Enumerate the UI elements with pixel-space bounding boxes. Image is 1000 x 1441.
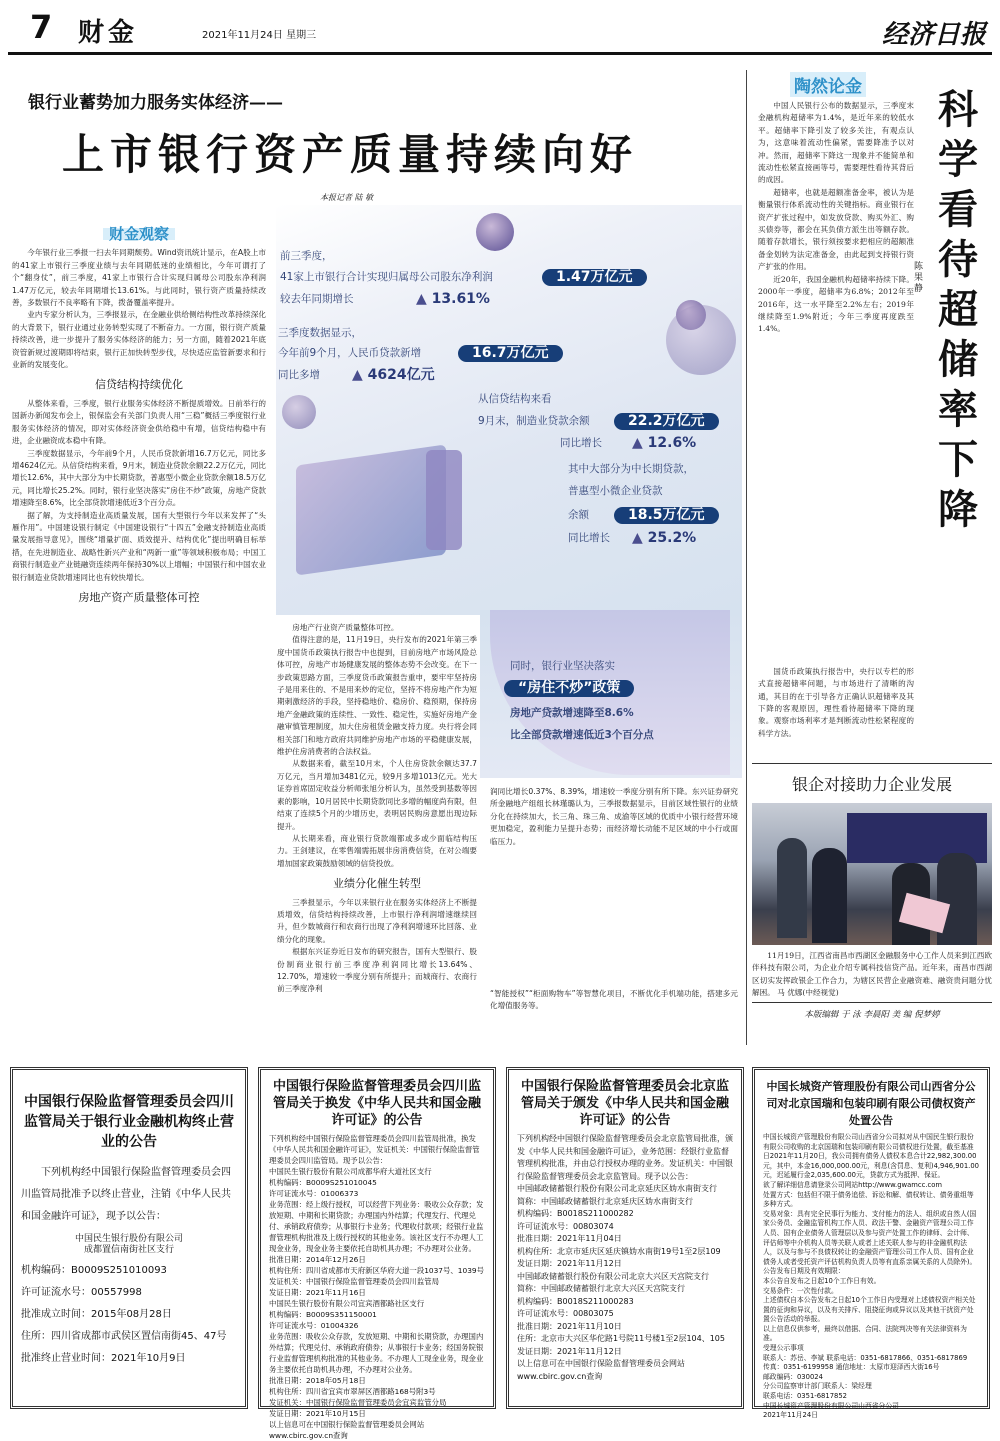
notice-line: 发证日期：2021年11月12日 bbox=[517, 1259, 622, 1268]
editors-credit: 本版编辑 于 泳 李晨阳 美 编 倪梦婷 bbox=[804, 1010, 940, 1020]
person bbox=[777, 838, 807, 938]
notice-line: 下列机构经中国银行保险监督管理委员会北京监管局批准，颁发《中华人民共和国金融许可证》，业务范围：经银行业监督管理机构批准，并由总行授权办理的业务。发证机关：中国银行保险监督管理委员会北京监管局。现予以公告： bbox=[517, 1134, 733, 1181]
info-text: 同比增长 bbox=[568, 532, 610, 544]
masthead-rule bbox=[8, 52, 992, 55]
paragraph: 今年银行业三季报一扫去年同期颓势。Wind资讯统计显示，在A股上市的41家上市银行三季度业绩与去年同期低迷的业绩相比，今年可谓打了个“翻身仗”，前三季度，41家上市银行合计实现归属母公司股东净利润1.47万亿元，较去年同期增长13.61%。与此同时，银行资产质量持续改善，多数银行不良率略有下降，拨备覆盖率提升。 bbox=[12, 248, 266, 308]
building-illustration bbox=[296, 444, 446, 575]
notice-line: 业务范围：经上级行授权，可以经营下列业务：吸收公众存款；发放短期、中期和长期贷款；办理国内外结算；代理发行、代理兑付、承销政府债券；从事银行卡业务；代理收付款项；经银行业监督管理机构批准及上级行授权的其他业务。该社区支行不办理人工现金业务，现金业务主要依托自助机具办理；不办理对公业务。 bbox=[269, 1200, 484, 1253]
paragraph: 中国人民银行公布的数据显示，三季度末金融机构超储率为1.4%，是近年来的较低水平。超储率下降引发了较多关注，有观点认为，这意味着流动性偏紧，需要降准予以对冲。然而，超储率下降这一现象并不能简单和流动性松紧直接画等号，需要理性看待其背后的成因。 bbox=[758, 101, 914, 185]
info-pill: 18.5万亿元 bbox=[614, 507, 719, 524]
paragraph: 根据东兴证券近日发布的研究报告，国有大型银行、股份制商业银行前三季度净利润同比增长13.64%、12.70%，增速较一季度分别有所提升；而城商行、农商行前三季度净利 bbox=[277, 947, 477, 994]
info-text: 房地产贷款增速降至8.6% bbox=[510, 707, 634, 719]
paragraph: 业内专家分析认为，三季报显示，在金融业供给侧结构性改革持续深化的大背景下，银行业通过业务转型实现了不断奋力。一方面，银行资产质量持续改善，进一步提升了服务实体经济的能力；另一方面，随着2021年底资管新规过渡期即将结束，银行正加快转型步伐，尽快适应监管新要求和行业新的发展变化。 bbox=[12, 310, 266, 370]
page-number: 7 bbox=[30, 8, 53, 46]
notice-line: 受理公示事项 bbox=[763, 1344, 804, 1353]
subheading: 业绩分化催生转型 bbox=[333, 877, 421, 891]
notice-line: 许可证流水号：00803075 bbox=[517, 1309, 614, 1318]
commentary-body bbox=[758, 100, 914, 755]
notice-line: 发证机关：中国银行保险监督管理委员会宜宾监管分局 bbox=[269, 1398, 447, 1407]
notice-title: 中国银行保险监督管理委员会四川监管局关于换发《中华人民共和国金融许可证》的公告 bbox=[272, 1079, 481, 1128]
subheading: 信贷结构持续优化 bbox=[95, 378, 183, 392]
notice-line: 邮政编码：030024 bbox=[763, 1372, 823, 1381]
notice-line: 批准终止营业时间：2021年10月9日 bbox=[21, 1353, 186, 1364]
notice-sichuan-termination bbox=[10, 1067, 248, 1409]
paragraph: 从长期来看，商业银行贷款端都或多或少面临结构压力。王剑建议，在零售端需拓展非房消费信贷，在对公端要增加国家政策鼓励领域的信贷投放。 bbox=[277, 833, 477, 868]
infographic bbox=[276, 205, 742, 615]
paragraph: 超储率，也就是超额准备金率，被认为是衡量银行体系流动性的关键指标。商业银行在资产扩张过程中，如发放贷款、购买外汇、购买债券等，都会在其负债方派生出等额存款。随着存款增长，银行须按要求把相应的超额准备金划转为法定准备金，由此起到支持银行资产扩张的作用。 bbox=[758, 187, 914, 272]
info-text: 前三季度， bbox=[280, 250, 333, 262]
notice-line: 分公司监察审计部门联系人：梁经理 bbox=[763, 1382, 872, 1391]
notice-line: 简称：中国邮政储蓄银行北京延庆区妫水南街支行 bbox=[517, 1196, 693, 1206]
notice-line: 处置方式：包括但不限于债务追偿、诉讼和解、债权转让、债务重组等多种方式。 bbox=[763, 1190, 974, 1209]
info-text: 其中大部分为中长期贷款， bbox=[568, 463, 694, 475]
paragraph: 近20年，我国金融机构超储率持续下降。2000年一季度，超储率为6.8%；2012年至2016年，这一水平降至2.2%左右；2019年继续降至1.9%附近；今年三季度再度跌至1.4%。 bbox=[758, 274, 914, 334]
commentary-tag: 陶然论金 bbox=[790, 72, 866, 97]
decorative-ball bbox=[282, 395, 316, 429]
divider bbox=[752, 1002, 992, 1003]
paragraph: “智能授权”“柜面购物车”等智慧化项目，不断优化手机端功能，搭建多元化增值服务等。 bbox=[490, 989, 738, 1011]
notice-line: 发证日期：2021年11月12日 bbox=[517, 1346, 622, 1356]
info-text: 三季度数据显示， bbox=[278, 327, 362, 339]
info-increase: ▲ 12.6% bbox=[632, 435, 696, 452]
photo-title: 银企对接助力企业发展 bbox=[791, 775, 952, 794]
notice-line: 批准日期：2021年11月10日 bbox=[517, 1321, 622, 1331]
notice-line: 传真：0351-6199958 通信地址：太原市迎泽西大街16号 bbox=[763, 1363, 940, 1372]
notice-line: 2021年11月24日 bbox=[763, 1411, 818, 1420]
info-pill: 1.47万亿元 bbox=[542, 269, 647, 286]
notice-line: 许可证流水号：01006373 bbox=[269, 1189, 359, 1198]
headline: 上市银行资产质量持续向好 bbox=[62, 130, 639, 179]
commentary-author: 陈果静 bbox=[914, 262, 924, 294]
notice-line: 以上信息可在中国银行保险监督管理委员会网站www.cbirc.gov.cn查询 bbox=[517, 1359, 685, 1381]
photo-credit: 马 优娜(中经视觉) bbox=[777, 988, 839, 998]
article-column-1 bbox=[12, 225, 266, 1043]
notice-line: 发证日期：2021年10月15日 bbox=[269, 1409, 366, 1418]
person bbox=[937, 853, 977, 945]
notice-line: 联系电话：0351-6817852 bbox=[763, 1392, 848, 1401]
notice-line: 本公告自发布之日起10个工作日有效。 bbox=[763, 1276, 881, 1285]
paragraph: 房地产行业资产质量整体可控。 bbox=[292, 623, 399, 632]
notice-line: 许可证流水号：00803074 bbox=[517, 1221, 614, 1231]
notice-line: 简称：中国邮政储蓄银行北京大兴区天宫院支行 bbox=[517, 1284, 685, 1293]
paragraph: 据了解，为支持制造业高质量发展，国有大型银行今年以来发挥了“头雁作用”。中国建设银行制定《中国建设银行“十四五”金融支持制造业高质量发展指导意见》，围绕“增量扩面、质效提升、结构优化”提出明确目标举措，在先进制造业、战略性新兴产业和“两新一重”等领域积极布局；中国工商银行制造业产业链融资连续两年保持30%以上增幅；中国银行和中国农业银行制造业贷款增速同比也有较快增长。 bbox=[12, 510, 266, 582]
column-divider bbox=[746, 70, 747, 1045]
notice-line: 批准成立时间：2015年08月28日 bbox=[21, 1309, 172, 1320]
info-pill: 22.2万亿元 bbox=[614, 413, 719, 430]
section-name: 财金 bbox=[78, 18, 139, 48]
notice-line: 机构住所：四川省宜宾市翠屏区酒都路168号附3号 bbox=[269, 1387, 436, 1396]
notice-line: 发证日期：2021年11月16日 bbox=[269, 1288, 366, 1297]
notice-line: 下列机构经中国银行保险监督管理委员会四川监管局批准予以终止营业，注销《中华人民共和国金融许可证》，现予以公告： bbox=[21, 1167, 231, 1222]
info-text: 今年前9个月，人民币贷款新增 bbox=[278, 347, 422, 359]
notice-line: 中国民生银行股份有限公司成都华府大道社区支行 bbox=[269, 1167, 432, 1176]
notice-line: 交易对象：具有完全民事行为能力、支付能力的法人、组织或自然人(国家公务员、金融监管机构工作人员、政法干警、金融资产管理公司工作人员、国有企业债务人管理层以及参与资产处置工作的律师、会计师、评估师等中介机构人员等关联人或者上述关联人参与的非金融机构法人，以及与参与不良债权转让的金融资产管理公司工作人员、国有企业债务人或者受托资产评估机构负责人员等有直系亲属关系的人员除外)。 bbox=[763, 1209, 977, 1266]
notice-line: 批准日期：2021年11月04日 bbox=[517, 1234, 622, 1243]
info-text: 9月末，制造业贷款余额 bbox=[478, 415, 590, 427]
notice-line: 机构住所：北京市延庆区延庆镇妫水南街19号1至2层109 bbox=[517, 1246, 721, 1256]
notice-line: 以上信息可在中国银行保险监督管理委员会网站www.cbirc.gov.cn查询 bbox=[269, 1420, 425, 1440]
notice-line: 机构编码：B0018S211000282 bbox=[517, 1209, 634, 1218]
notice-line: 机构编码：B0018S211000283 bbox=[517, 1296, 634, 1306]
caption-text: 11月19日，江西省南昌市西湖区金融服务中心工作人员来到江西欧伴科技有限公司，为企业介绍专属科技信贷产品。近年来，南昌市西湖区切实发挥政银企工作合力，为辖区民营企业融资难、融资贵问题分忧解困。 bbox=[752, 951, 992, 998]
infographic-bottom bbox=[480, 610, 742, 778]
phone-illustration bbox=[426, 450, 462, 550]
decorative-ball bbox=[666, 305, 736, 375]
article-column-3 bbox=[490, 786, 738, 1042]
info-text: 比全部贷款增速低近3个百分点 bbox=[510, 729, 654, 741]
notice-line: 许可证流水号：01004326 bbox=[269, 1321, 359, 1330]
notice-line: 公告发布日期及有效期限： bbox=[763, 1267, 845, 1276]
info-pill: 16.7万亿元 bbox=[458, 345, 563, 362]
notice-line: 住所：北京市大兴区华佗路1号院11号楼1至2层104、105 bbox=[517, 1334, 725, 1343]
info-increase: ▲ 25.2% bbox=[632, 530, 696, 547]
info-pill: “房住不炒”政策 bbox=[504, 680, 634, 697]
newspaper-logo: 经济日报 bbox=[881, 20, 986, 50]
paragraph: 从整体来看，三季度，银行业服务实体经济不断提质增效。日前举行的国新办新闻发布会上，银保监会有关部门负责人用“三稳”概括三季度银行业服务实体经济的情况，即对实体经济资金供给稳中有增，信贷结构稳中有进，企业融资成本稳中有降。 bbox=[12, 398, 266, 446]
notice-line: 欲了解详细信息请登录公司网站http://www.gwamcc.com bbox=[763, 1180, 943, 1189]
info-increase: ▲ 13.61% bbox=[416, 291, 490, 308]
decorative-ball bbox=[476, 213, 514, 251]
paragraph: 润同比增长0.37%、8.39%，增速较一季度分别有所下降。东兴证券研究所金融地产组组长林瑾璐认为，三季报数据显示，目前区域性银行的业绩分化在持续加大，长三角、珠三角、成渝等区域的优质中小银行经营环境更加稳定，盈利能力呈提升态势；而经济增长动能不足区域的中小行或面临压力。 bbox=[490, 787, 738, 846]
info-text: 同比多增 bbox=[278, 369, 320, 381]
notice-line: 批准日期：2018年05月18日 bbox=[269, 1376, 366, 1385]
info-increase: ▲ 4624亿元 bbox=[352, 367, 435, 384]
news-photo bbox=[752, 803, 992, 945]
kicker: 银行业蓄势加力服务实体经济—— bbox=[28, 93, 283, 113]
paragraph: 值得注意的是，11月19日，央行发布的2021年第三季度中国货币政策执行报告中也提到，目前房地产市场风险总体可控，房地产市场健康发展的整体态势不会改变。在下一步政策思路方面，三季度货币政策报告重申，要牢牢坚持房子是用来住的、不是用来炒的定位，坚持不将房地产作为短期刺激经济的手段，坚持稳地价、稳房价、稳预期，保持房地产金融政策的连续性、一致性、稳定性，实施好房地产金融审慎管理制度，加大住房租赁金融支持力度。央行将会同相关部门和地方政府共同维护房地产市场的平稳健康发展，维护住房消费者的合法权益。 bbox=[277, 635, 477, 757]
notice-line: 下列机构经中国银行保险监督管理委员会四川监管局批准，换发《中华人民共和国金融许可证》，发证机关：中国银行保险监督管理委员会四川监管局。现予以公告： bbox=[269, 1134, 480, 1165]
info-text: 余额 bbox=[568, 509, 589, 521]
notice-line: 机构编码：B0009S251010093 bbox=[21, 1265, 167, 1276]
info-text: 同比增长 bbox=[560, 437, 602, 449]
info-text: 从信贷结构来看 bbox=[478, 393, 552, 405]
notice-line: 中国长城资产管理股份有限公司山西省分公司 bbox=[763, 1401, 899, 1410]
info-text: 同时，银行业坚决落实 bbox=[510, 660, 615, 672]
notice-title: 中国长城资产管理股份有限公司山西省分公司对北京国瑞和包装印刷有限公司债权资产处置公告 bbox=[766, 1080, 976, 1127]
notice-line: 中国邮政储蓄银行股份有限公司北京大兴区天宫院支行 bbox=[517, 1271, 709, 1281]
notice-beijing-license bbox=[506, 1067, 744, 1409]
paragraph: 从数据来看，截至10月末，个人住房贷款余额达37.7万亿元，当月增加3481亿元，较9月多增1013亿元。光大证券首席固定收益分析师张旭分析认为，虽然受到基数等因素的影响，10月居民中长期贷款同比多增的幅度尚有限，但结束了连续5个月的少增历史，表明居民购房意愿出现边际提升。 bbox=[277, 759, 477, 831]
info-text: 较去年同期增长 bbox=[280, 293, 354, 305]
notice-line: 中国民生银行股份有限公司宜宾酒都路社区支行 bbox=[269, 1299, 425, 1308]
notice-line: 机构住所：四川省成都市天府新区华府大道一段1037号、1039号 bbox=[269, 1266, 484, 1275]
notice-sichuan-license-renewal bbox=[258, 1067, 496, 1440]
column-tag: 财金观察 bbox=[103, 228, 175, 240]
notice-line: 成都置信南街社区支行 bbox=[83, 1245, 174, 1255]
notice-great-wall-debt-disposal bbox=[752, 1067, 990, 1420]
notice-title: 中国银行保险监督管理委员会北京监管局关于颁发《中华人民共和国金融许可证》的公告 bbox=[520, 1079, 729, 1128]
paragraph: 国货币政策执行报告中，央行以专栏的形式直接超储率问题，与市场进行了清晰的沟通，其目的在于引导各方正确认识超储率及其下降的客观原因，理性看待超储率下降的现象。观察市场利率才是判断流动性松紧程度的科学方法。 bbox=[758, 666, 914, 738]
subheading: 房地产资产质量整体可控 bbox=[78, 590, 200, 604]
notice-line: 业务范围：吸收公众存款，发放短期、中期和长期贷款，办理国内外结算；代理兑付、承销政府债券；从事银行卡业务；经国务院银行业监督管理机构批准的其他业务。不办理人工现金业务，现金业务主要依托自助机具办理，不办理对公业务。 bbox=[269, 1332, 484, 1374]
notice-line: 联系人：苏岳、李斌 联系电话：0351-6817866、0351-6817869 bbox=[763, 1353, 968, 1362]
notice-line: 批准日期：2014年12月26日 bbox=[269, 1255, 366, 1264]
info-text: 41家上市银行合计实现归属母公司股东净利润 bbox=[280, 271, 493, 283]
commentary-title: 科学看待超储率下降 bbox=[938, 87, 978, 533]
photo-caption bbox=[752, 950, 992, 1000]
notice-line: 机构编码：B0009S251010045 bbox=[269, 1178, 377, 1187]
issue-date: 2021年11月24日 星期三 bbox=[202, 30, 317, 41]
divider bbox=[752, 763, 992, 764]
notice-line: 中国长城资产管理股份有限公司山西省分公司拟对从中国民生银行股份有限公司收购的北京国瑞和包装印刷有限公司债权进行处置，截至基准日2021年11月20日，我公司拥有债务人债权本息合计22,982,300.00元，其中，本金16,000,000.00元，利息(含罚息、复利)4,946,901.00元，迟延履行金2,035,600.00元，贷款方式为抵押、保证。 bbox=[763, 1133, 979, 1180]
article-column-2 bbox=[277, 622, 477, 1042]
notice-line: 中国邮政储蓄银行股份有限公司北京延庆区妫水南街支行 bbox=[517, 1184, 717, 1193]
paragraph: 三季度数据显示，今年前9个月，人民币贷款新增16.7万亿元，同比多增4624亿元。从信贷结构来看，9月末，制造业贷款余额22.2万亿元，同比增长12.6%，其中大部分为中长期贷款，普惠型小微企业贷款余额18.5万亿元，同比增长25.2%。同时，银行业坚决落实“房住不炒”政策，房地产贷款增速降至8.6%，比全部贷款增速低近3个百分点。 bbox=[12, 448, 266, 508]
notice-line: 住所：四川省成都市武侯区置信南街45、47号 bbox=[21, 1331, 227, 1342]
info-text: 普惠型小微企业贷款 bbox=[568, 485, 663, 497]
notice-line: 机构编码：B0009S351150001 bbox=[269, 1310, 377, 1319]
notice-line: 发证机关：中国银行保险监督管理委员会四川监管局 bbox=[269, 1277, 439, 1286]
notice-line: 上述债权自本公告发布之日起10个工作日内受理对上述债权资产相关处置的征询和异议，以及有关排斥、阻挠征询或异议以及其他干扰资产处置公告活动的举报。 bbox=[763, 1296, 976, 1324]
person bbox=[812, 848, 847, 943]
notice-line: 以上信息仅供参考，最终以借据、合同、法院判决等有关法律资料为准。 bbox=[763, 1324, 967, 1343]
notice-title: 中国银行保险监督管理委员会四川监管局关于银行业金融机构终止营业的公告 bbox=[24, 1094, 234, 1150]
notice-line: 许可证流水号：00557998 bbox=[21, 1287, 142, 1298]
paragraph: 三季报显示，今年以来银行业在服务实体经济上不断提质增效，信贷结构持续改善，上市银行净利润增速继续回升，但少数城商行和农商行出现了净利润增速环比回落、业绩分化的现象。 bbox=[277, 897, 477, 944]
notice-line: 交易条件：一次性付款。 bbox=[763, 1286, 838, 1295]
notice-line: 中国民生银行股份有限公司 bbox=[74, 1234, 183, 1244]
byline: 本报记者 陆 敏 bbox=[320, 193, 374, 202]
